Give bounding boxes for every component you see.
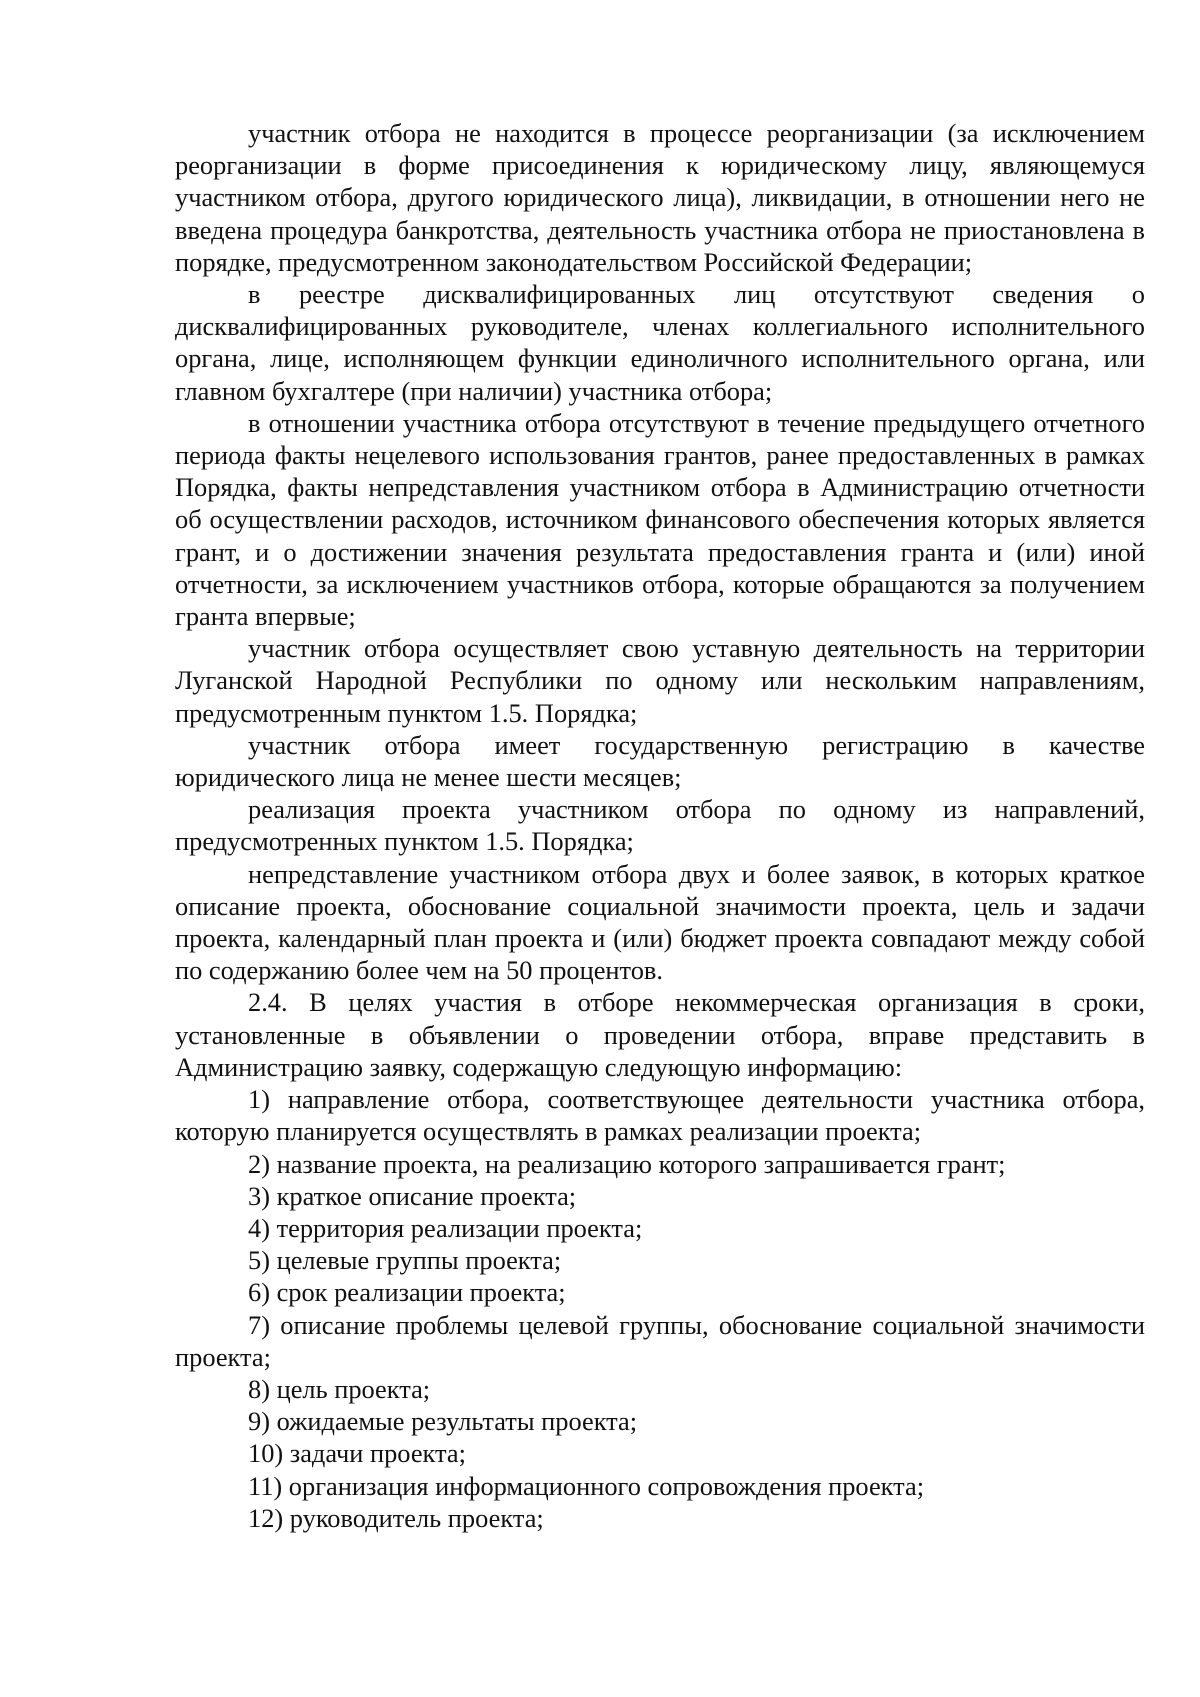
list-item: 6) срок реализации проекта; (248, 1277, 566, 1308)
list-item: 10) задачи проекта; (248, 1438, 466, 1469)
list-item: 5) целевые группы проекта; (248, 1245, 562, 1276)
list-item: 4) территория реализации проекта; (248, 1212, 643, 1243)
list-item: 9) ожидаемые результаты проекта; (248, 1406, 638, 1437)
list-item: 2) название проекта, на реализацию которого запрашивается грант; (248, 1148, 1006, 1179)
list-item: 8) цель проекта; (248, 1373, 431, 1404)
document-body (175, 117, 1145, 1534)
list-item: 12) руководитель проекта; (248, 1502, 544, 1533)
paragraph: участник отбора не находится в процессе реорганизации (за исключением реорганизации в форме присоединения к юридическому лицу, являющемуся участником отбора, другого юридического лица), ликвидации, в отношении него не введена процедура банкротства, деятельность участника отбора не приостановлена в порядке, предусмотренном законодательством Российской Федерации; (175, 118, 1145, 277)
section-paragraph-2-4: 2.4. В целях участия в отборе некоммерческая организация в сроки, установленные в объявлении о проведении отбора, вправе представить в Администрацию заявку, содержащую следующую информацию: (175, 987, 1145, 1082)
paragraph: участник отбора имеет государственную регистрацию в качестве юридического лица не менее шести месяцев; (175, 729, 1145, 793)
list-item: 7) описание проблемы целевой группы, обоснование социальной значимости проекта; (175, 1309, 1145, 1372)
paragraph: в реестре дисквалифицированных лиц отсутствуют сведения о дисквалифицированных руководителе, членах коллегиального исполнительного органа, лице, исполняющем функции единоличного исполнительного органа, или главном бухгалтере (при наличии) участника отбора; (175, 279, 1145, 406)
paragraph: реализация проекта участником отбора по одному из направлений, предусмотренных пунктом 1.5. Порядка; (175, 794, 1145, 857)
paragraph: непредставление участником отбора двух и более заявок, в которых краткое описание проекта, обоснование социальной значимости проекта, цель и задачи проекта, календарный план проекта и (или) бюджет проекта совпадают между собой по содержанию более чем на 50 процентов. (175, 858, 1145, 986)
list-item: 1) направление отбора, соответствующее деятельности участника отбора, которую планируется осуществлять в рамках реализации проекта; (175, 1084, 1145, 1147)
list-item: 3) краткое описание проекта; (248, 1180, 577, 1211)
paragraph: участник отбора осуществляет свою уставную деятельность на территории Луганской Народной Республики по одному или нескольким направлениям, предусмотренным пунктом 1.5. Порядка; (175, 633, 1145, 728)
paragraph: в отношении участника отбора отсутствуют в течение предыдущего отчетного периода факты нецелевого использования грантов, ранее предоставленных в рамках Порядка, факты непредставления участником отбора в Администрацию отчетности об осуществлении расходов, источником финансового обеспечения которых является грант, и о достижении значения результата предоставления гранта и (или) иной отчетности, за исключением участников отбора, которые обращаются за получением гранта впервые; (175, 407, 1145, 632)
list-item: 11) организация информационного сопровождения проекта; (248, 1470, 925, 1501)
